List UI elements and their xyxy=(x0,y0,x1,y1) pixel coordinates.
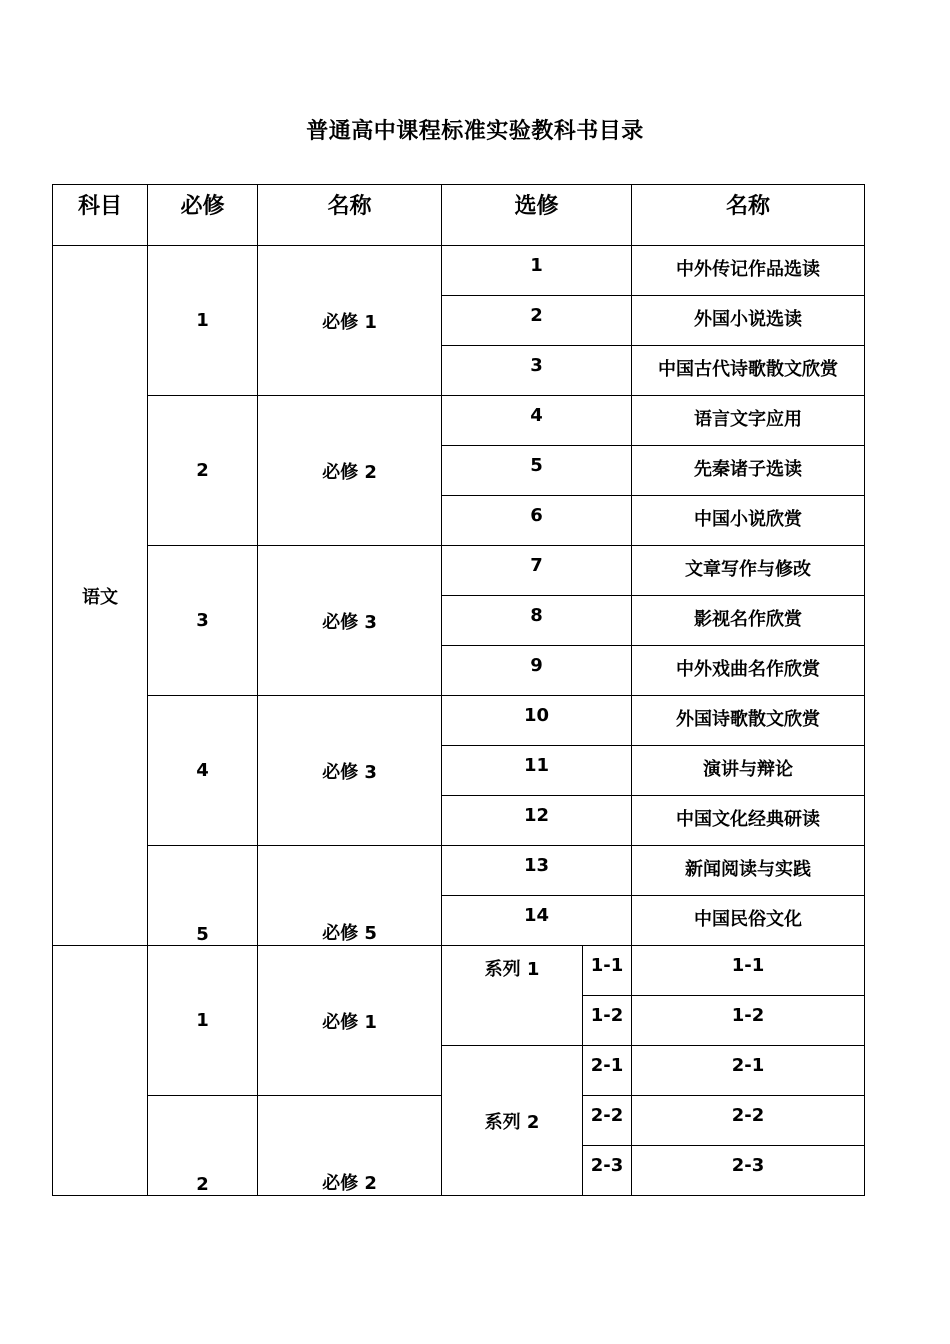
elective-num: 3 xyxy=(442,346,632,396)
elective-name: 1-2 xyxy=(632,996,865,1046)
table-row xyxy=(53,946,865,996)
required-name: 必修 5 xyxy=(258,846,442,946)
elective-name: 演讲与辩论 xyxy=(632,746,865,796)
header-required: 必修 xyxy=(148,185,258,246)
series-code: 1-2 xyxy=(583,996,632,1046)
table-row xyxy=(53,246,865,296)
header-row xyxy=(53,185,865,246)
elective-name: 外国小说选读 xyxy=(632,296,865,346)
elective-num: 1 xyxy=(442,246,632,296)
required-num: 3 xyxy=(148,546,258,696)
elective-name: 中国民俗文化 xyxy=(632,896,865,946)
required-name: 必修 3 xyxy=(258,696,442,846)
elective-num: 13 xyxy=(442,846,632,896)
elective-num: 12 xyxy=(442,796,632,846)
table-row xyxy=(53,696,865,746)
elective-num: 10 xyxy=(442,696,632,746)
elective-name: 中外传记作品选读 xyxy=(632,246,865,296)
header-elective: 选修 xyxy=(442,185,632,246)
elective-name: 新闻阅读与实践 xyxy=(632,846,865,896)
required-num: 2 xyxy=(148,1096,258,1196)
header-subject: 科目 xyxy=(53,185,148,246)
required-name: 必修 2 xyxy=(258,396,442,546)
required-num: 1 xyxy=(148,246,258,396)
subject-cell xyxy=(53,946,148,1196)
elective-num: 14 xyxy=(442,896,632,946)
required-num: 1 xyxy=(148,946,258,1096)
subject-cell: 语文 xyxy=(53,246,148,946)
elective-num: 11 xyxy=(442,746,632,796)
header-required-name: 名称 xyxy=(258,185,442,246)
elective-num: 2 xyxy=(442,296,632,346)
table-row xyxy=(53,846,865,896)
series-label: 系列 1 xyxy=(442,946,583,1046)
elective-name: 2-2 xyxy=(632,1096,865,1146)
elective-num: 5 xyxy=(442,446,632,496)
catalog-table xyxy=(52,184,865,1196)
required-num: 5 xyxy=(148,846,258,946)
elective-num: 4 xyxy=(442,396,632,446)
required-name: 必修 1 xyxy=(258,246,442,396)
elective-num: 9 xyxy=(442,646,632,696)
elective-name: 中国古代诗歌散文欣赏 xyxy=(632,346,865,396)
elective-name: 文章写作与修改 xyxy=(632,546,865,596)
elective-num: 6 xyxy=(442,496,632,546)
elective-name: 1-1 xyxy=(632,946,865,996)
table-row xyxy=(53,396,865,446)
page-title: 普通高中课程标准实验教科书目录 xyxy=(306,119,644,144)
required-name: 必修 3 xyxy=(258,546,442,696)
series-code: 2-2 xyxy=(583,1096,632,1146)
elective-name: 中国文化经典研读 xyxy=(632,796,865,846)
series-code: 1-1 xyxy=(583,946,632,996)
required-name: 必修 2 xyxy=(258,1096,442,1196)
elective-name: 中国小说欣赏 xyxy=(632,496,865,546)
elective-name: 先秦诸子选读 xyxy=(632,446,865,496)
elective-name: 2-1 xyxy=(632,1046,865,1096)
elective-num: 7 xyxy=(442,546,632,596)
elective-name: 2-3 xyxy=(632,1146,865,1196)
series-label: 系列 2 xyxy=(442,1046,583,1196)
required-num: 2 xyxy=(148,396,258,546)
required-name: 必修 1 xyxy=(258,946,442,1096)
series-code: 2-3 xyxy=(583,1146,632,1196)
elective-name: 影视名作欣赏 xyxy=(632,596,865,646)
table-row xyxy=(53,546,865,596)
series-code: 2-1 xyxy=(583,1046,632,1096)
header-elective-name: 名称 xyxy=(632,185,865,246)
elective-name: 中外戏曲名作欣赏 xyxy=(632,646,865,696)
elective-name: 语言文字应用 xyxy=(632,396,865,446)
elective-num: 8 xyxy=(442,596,632,646)
required-num: 4 xyxy=(148,696,258,846)
elective-name: 外国诗歌散文欣赏 xyxy=(632,696,865,746)
